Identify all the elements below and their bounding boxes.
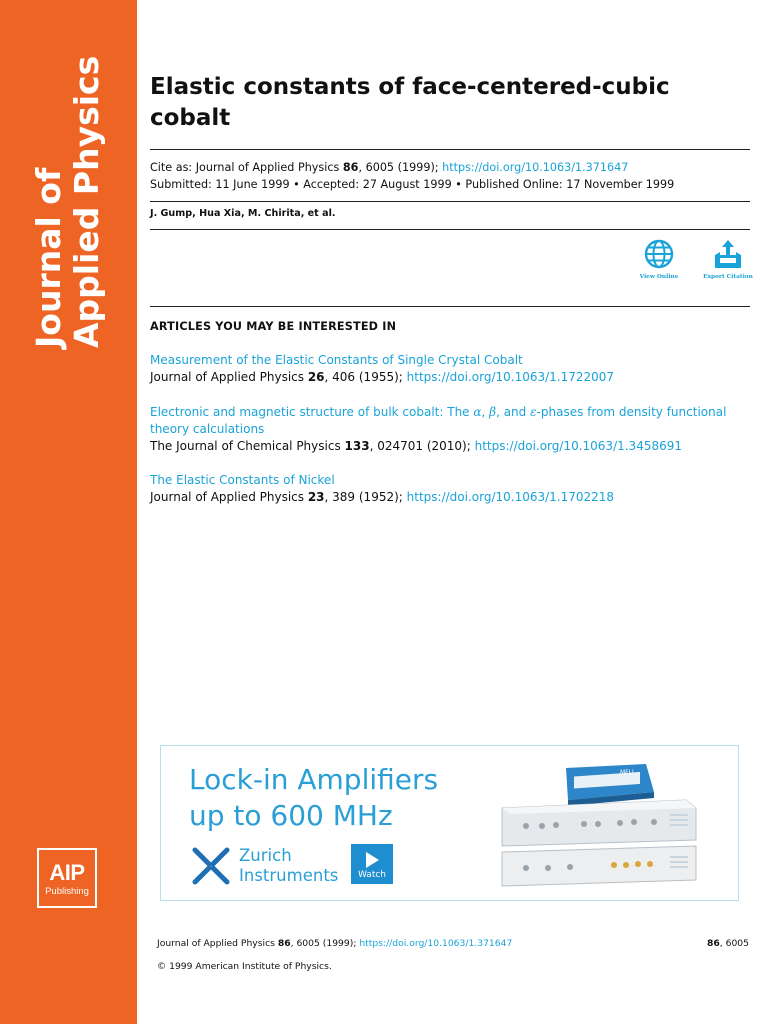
aip-logo-text: AIP	[49, 860, 85, 885]
article-title: Elastic constants of face-centered-cubic cobalt	[150, 74, 670, 131]
footer-doi-link[interactable]: https://doi.org/10.1063/1.371647	[359, 938, 513, 949]
divider	[150, 201, 750, 202]
related-article-doi-link[interactable]: https://doi.org/10.1063/1.1702218	[406, 490, 615, 504]
journal-name-line2: Applied Physics	[67, 55, 106, 348]
related-article-ref: The Journal of Chemical Physics 133, 024701 (2010); https://doi.org/10.1063/1.3458691	[150, 439, 682, 453]
related-articles-heading: ARTICLES YOU MAY BE INTERESTED IN	[150, 320, 397, 333]
related-article-title[interactable]: The Elastic Constants of Nickel	[150, 473, 335, 487]
view-online-label: View Online	[639, 274, 679, 280]
related-article-ref: Journal of Applied Physics 26, 406 (1955); https://doi.org/10.1063/1.1722007	[150, 370, 615, 384]
footer-page-ref: 86, 6005	[706, 938, 749, 949]
zurich-instruments-logo-icon	[191, 846, 231, 886]
watch-label: Watch	[357, 870, 387, 880]
watch-video-button[interactable]	[351, 844, 393, 884]
divider	[150, 149, 750, 150]
cite-pages: , 6005 (1999);	[358, 161, 443, 174]
view-online-button[interactable]	[629, 238, 689, 280]
cite-volume: 86	[342, 161, 359, 174]
play-icon	[366, 852, 379, 868]
advertisement-banner[interactable]	[160, 745, 739, 901]
aip-publishing-logo[interactable]	[37, 848, 97, 908]
ad-brand-name: Zurich Instruments	[239, 846, 339, 885]
copyright-notice: © 1999 American Institute of Physics.	[157, 961, 332, 972]
cite-line	[150, 159, 674, 176]
article-doi-link[interactable]: https://doi.org/10.1063/1.371647	[442, 161, 629, 174]
related-article-item	[150, 404, 750, 455]
author-list[interactable]: J. Gump, Hua Xia, M. Chirita, et al.	[150, 208, 336, 219]
related-article-doi-link[interactable]: https://doi.org/10.1063/1.3458691	[474, 439, 682, 453]
lock-in-amplifier-devices-image	[496, 760, 711, 890]
export-citation-label: Export Citation	[703, 274, 753, 280]
related-article-doi-link[interactable]: https://doi.org/10.1063/1.1722007	[406, 370, 615, 384]
submission-dates: Submitted: 11 June 1999 • Accepted: 27 August 1999 • Published Online: 17 November 1999	[150, 178, 675, 191]
footer-citation: Journal of Applied Physics 86, 6005 (1999); https://doi.org/10.1063/1.371647	[157, 938, 513, 949]
export-citation-button[interactable]	[698, 238, 758, 280]
related-article-title[interactable]: Measurement of the Elastic Constants of Single Crystal Cobalt	[150, 353, 523, 367]
ad-headline: Lock-in Amplifiers up to 600 MHz	[189, 763, 439, 832]
device-label: MFLI	[620, 769, 634, 776]
journal-name	[30, 48, 106, 348]
related-article-item	[150, 472, 750, 506]
globe-icon	[643, 238, 675, 270]
related-article-title[interactable]: Electronic and magnetic structure of bulk cobalt: The α, β, and ε-phases from density functional theory calculations	[150, 405, 727, 436]
journal-name-line1: Journal of	[29, 167, 68, 348]
publishing-logo-text: Publishing	[45, 886, 89, 897]
export-icon	[712, 238, 744, 270]
journal-sidebar	[0, 0, 137, 1024]
divider	[150, 229, 750, 230]
divider	[150, 306, 750, 307]
related-article-item	[150, 352, 750, 386]
cite-prefix: Cite as: Journal of Applied Physics	[150, 161, 343, 174]
citation-block	[150, 159, 674, 193]
related-article-ref: Journal of Applied Physics 23, 389 (1952); https://doi.org/10.1063/1.1702218	[150, 490, 615, 504]
